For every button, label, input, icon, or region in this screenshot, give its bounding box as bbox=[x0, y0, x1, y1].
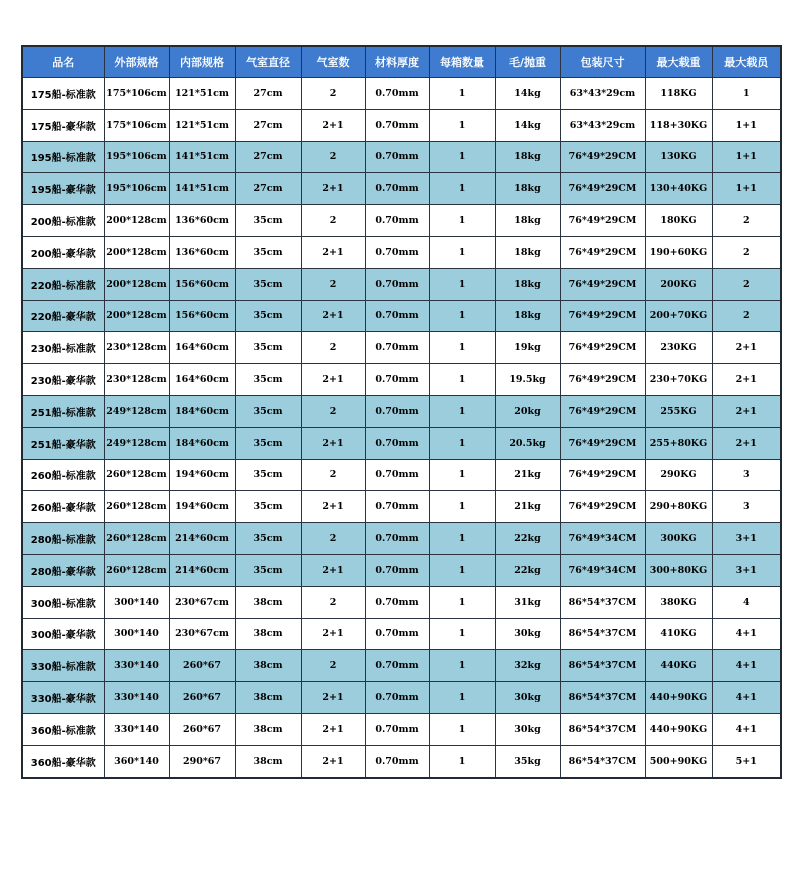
col-material-thickness-cell: 0.70mm bbox=[365, 395, 429, 427]
table-row bbox=[22, 173, 781, 205]
col-package-size-cell: 76*49*29CM bbox=[560, 332, 645, 364]
col-chamber-diameter-cell: 35cm bbox=[235, 332, 301, 364]
col-chamber-count-cell: 2+1 bbox=[301, 554, 365, 586]
col-gross-weight-cell: 20.5kg bbox=[495, 427, 560, 459]
col-max-load-cell: 300KG bbox=[645, 523, 712, 555]
col-max-load-cell: 440+90KG bbox=[645, 713, 712, 745]
col-package-size-cell: 76*49*29CM bbox=[560, 459, 645, 491]
col-gross-weight-cell: 30kg bbox=[495, 682, 560, 714]
col-qty-per-box-cell: 1 bbox=[429, 236, 495, 268]
col-material-thickness-cell: 0.70mm bbox=[365, 650, 429, 682]
col-outer-size-cell: 260*128cm bbox=[104, 523, 169, 555]
col-chamber-count-cell: 2+1 bbox=[301, 109, 365, 141]
col-product-name-cell: 280船-标准款 bbox=[22, 523, 104, 555]
col-inner-size-cell: 214*60cm bbox=[169, 523, 235, 555]
col-inner-size-cell: 214*60cm bbox=[169, 554, 235, 586]
col-chamber-diameter-cell: 38cm bbox=[235, 745, 301, 777]
col-outer-size-cell: 249*128cm bbox=[104, 427, 169, 459]
col-chamber-diameter-cell: 38cm bbox=[235, 713, 301, 745]
col-chamber-diameter-cell: 27cm bbox=[235, 141, 301, 173]
header-col-chamber-diameter: 气室直径 bbox=[235, 46, 301, 78]
col-package-size-cell: 76*49*29CM bbox=[560, 268, 645, 300]
col-gross-weight-cell: 18kg bbox=[495, 236, 560, 268]
col-inner-size-cell: 194*60cm bbox=[169, 459, 235, 491]
boat-spec-table bbox=[21, 45, 782, 779]
col-chamber-count-cell: 2 bbox=[301, 523, 365, 555]
col-product-name-cell: 260船-标准款 bbox=[22, 459, 104, 491]
col-max-load-cell: 230+70KG bbox=[645, 364, 712, 396]
col-chamber-count-cell: 2+1 bbox=[301, 745, 365, 777]
col-material-thickness-cell: 0.70mm bbox=[365, 173, 429, 205]
col-max-load-cell: 380KG bbox=[645, 586, 712, 618]
col-chamber-diameter-cell: 38cm bbox=[235, 682, 301, 714]
col-max-persons-cell: 4+1 bbox=[712, 618, 781, 650]
col-qty-per-box-cell: 1 bbox=[429, 427, 495, 459]
col-gross-weight-cell: 22kg bbox=[495, 523, 560, 555]
col-qty-per-box-cell: 1 bbox=[429, 618, 495, 650]
col-chamber-count-cell: 2 bbox=[301, 205, 365, 237]
col-material-thickness-cell: 0.70mm bbox=[365, 713, 429, 745]
col-chamber-count-cell: 2+1 bbox=[301, 300, 365, 332]
table-row bbox=[22, 459, 781, 491]
col-max-load-cell: 200+70KG bbox=[645, 300, 712, 332]
col-product-name-cell: 330船-标准款 bbox=[22, 650, 104, 682]
col-product-name-cell: 195船-豪华款 bbox=[22, 173, 104, 205]
table-row bbox=[22, 554, 781, 586]
table-row bbox=[22, 78, 781, 110]
header-col-chamber-count: 气室数 bbox=[301, 46, 365, 78]
col-chamber-count-cell: 2+1 bbox=[301, 364, 365, 396]
col-outer-size-cell: 330*140 bbox=[104, 650, 169, 682]
col-inner-size-cell: 260*67 bbox=[169, 713, 235, 745]
col-chamber-count-cell: 2 bbox=[301, 141, 365, 173]
col-package-size-cell: 76*49*29CM bbox=[560, 427, 645, 459]
table-header bbox=[22, 46, 781, 78]
table-row bbox=[22, 745, 781, 777]
col-chamber-diameter-cell: 35cm bbox=[235, 395, 301, 427]
col-product-name-cell: 300船-豪华款 bbox=[22, 618, 104, 650]
col-package-size-cell: 86*54*37CM bbox=[560, 650, 645, 682]
col-package-size-cell: 63*43*29cm bbox=[560, 109, 645, 141]
col-max-persons-cell: 2 bbox=[712, 300, 781, 332]
col-product-name-cell: 200船-标准款 bbox=[22, 205, 104, 237]
col-inner-size-cell: 260*67 bbox=[169, 682, 235, 714]
col-material-thickness-cell: 0.70mm bbox=[365, 586, 429, 618]
col-product-name-cell: 200船-豪华款 bbox=[22, 236, 104, 268]
header-row bbox=[22, 46, 781, 78]
col-chamber-diameter-cell: 35cm bbox=[235, 554, 301, 586]
col-inner-size-cell: 156*60cm bbox=[169, 300, 235, 332]
col-chamber-count-cell: 2+1 bbox=[301, 713, 365, 745]
col-outer-size-cell: 360*140 bbox=[104, 745, 169, 777]
col-max-load-cell: 255KG bbox=[645, 395, 712, 427]
col-chamber-count-cell: 2 bbox=[301, 395, 365, 427]
col-max-load-cell: 410KG bbox=[645, 618, 712, 650]
col-outer-size-cell: 260*128cm bbox=[104, 554, 169, 586]
col-product-name-cell: 220船-豪华款 bbox=[22, 300, 104, 332]
header-col-qty-per-box: 每箱数量 bbox=[429, 46, 495, 78]
col-product-name-cell: 175船-标准款 bbox=[22, 78, 104, 110]
col-chamber-diameter-cell: 38cm bbox=[235, 650, 301, 682]
col-max-load-cell: 300+80KG bbox=[645, 554, 712, 586]
col-material-thickness-cell: 0.70mm bbox=[365, 268, 429, 300]
col-package-size-cell: 76*49*34CM bbox=[560, 554, 645, 586]
table-row bbox=[22, 491, 781, 523]
col-outer-size-cell: 230*128cm bbox=[104, 364, 169, 396]
col-inner-size-cell: 230*67cm bbox=[169, 618, 235, 650]
col-gross-weight-cell: 14kg bbox=[495, 109, 560, 141]
col-max-load-cell: 440+90KG bbox=[645, 682, 712, 714]
col-max-persons-cell: 5+1 bbox=[712, 745, 781, 777]
header-col-material-thickness: 材料厚度 bbox=[365, 46, 429, 78]
col-product-name-cell: 360船-标准款 bbox=[22, 713, 104, 745]
table-row bbox=[22, 141, 781, 173]
col-chamber-count-cell: 2 bbox=[301, 459, 365, 491]
table-row bbox=[22, 300, 781, 332]
col-package-size-cell: 76*49*29CM bbox=[560, 300, 645, 332]
col-gross-weight-cell: 19kg bbox=[495, 332, 560, 364]
col-outer-size-cell: 330*140 bbox=[104, 682, 169, 714]
col-package-size-cell: 63*43*29cm bbox=[560, 78, 645, 110]
header-col-max-persons: 最大载员 bbox=[712, 46, 781, 78]
col-max-persons-cell: 1+1 bbox=[712, 141, 781, 173]
col-inner-size-cell: 260*67 bbox=[169, 650, 235, 682]
header-col-product-name: 品名 bbox=[22, 46, 104, 78]
col-max-persons-cell: 4+1 bbox=[712, 713, 781, 745]
col-gross-weight-cell: 14kg bbox=[495, 78, 560, 110]
col-product-name-cell: 260船-豪华款 bbox=[22, 491, 104, 523]
col-inner-size-cell: 164*60cm bbox=[169, 332, 235, 364]
col-material-thickness-cell: 0.70mm bbox=[365, 300, 429, 332]
table-row bbox=[22, 268, 781, 300]
col-material-thickness-cell: 0.70mm bbox=[365, 141, 429, 173]
col-gross-weight-cell: 18kg bbox=[495, 205, 560, 237]
col-material-thickness-cell: 0.70mm bbox=[365, 364, 429, 396]
col-outer-size-cell: 300*140 bbox=[104, 618, 169, 650]
col-chamber-count-cell: 2+1 bbox=[301, 236, 365, 268]
col-outer-size-cell: 200*128cm bbox=[104, 205, 169, 237]
col-outer-size-cell: 200*128cm bbox=[104, 300, 169, 332]
col-material-thickness-cell: 0.70mm bbox=[365, 332, 429, 364]
col-gross-weight-cell: 20kg bbox=[495, 395, 560, 427]
col-gross-weight-cell: 30kg bbox=[495, 713, 560, 745]
col-product-name-cell: 300船-标准款 bbox=[22, 586, 104, 618]
col-max-load-cell: 230KG bbox=[645, 332, 712, 364]
col-qty-per-box-cell: 1 bbox=[429, 364, 495, 396]
col-outer-size-cell: 260*128cm bbox=[104, 459, 169, 491]
col-gross-weight-cell: 32kg bbox=[495, 650, 560, 682]
col-max-persons-cell: 1 bbox=[712, 78, 781, 110]
col-chamber-diameter-cell: 35cm bbox=[235, 491, 301, 523]
col-inner-size-cell: 141*51cm bbox=[169, 173, 235, 205]
col-package-size-cell: 76*49*29CM bbox=[560, 173, 645, 205]
table-row bbox=[22, 682, 781, 714]
col-material-thickness-cell: 0.70mm bbox=[365, 236, 429, 268]
col-chamber-diameter-cell: 35cm bbox=[235, 459, 301, 491]
col-inner-size-cell: 164*60cm bbox=[169, 364, 235, 396]
col-material-thickness-cell: 0.70mm bbox=[365, 523, 429, 555]
col-package-size-cell: 76*49*29CM bbox=[560, 141, 645, 173]
col-inner-size-cell: 136*60cm bbox=[169, 205, 235, 237]
col-product-name-cell: 230船-豪华款 bbox=[22, 364, 104, 396]
col-chamber-diameter-cell: 35cm bbox=[235, 268, 301, 300]
col-max-load-cell: 118+30KG bbox=[645, 109, 712, 141]
col-qty-per-box-cell: 1 bbox=[429, 554, 495, 586]
col-max-persons-cell: 1+1 bbox=[712, 109, 781, 141]
col-inner-size-cell: 194*60cm bbox=[169, 491, 235, 523]
col-max-persons-cell: 3+1 bbox=[712, 554, 781, 586]
col-product-name-cell: 195船-标准款 bbox=[22, 141, 104, 173]
col-outer-size-cell: 249*128cm bbox=[104, 395, 169, 427]
col-gross-weight-cell: 18kg bbox=[495, 300, 560, 332]
col-gross-weight-cell: 18kg bbox=[495, 268, 560, 300]
col-max-load-cell: 290+80KG bbox=[645, 491, 712, 523]
col-gross-weight-cell: 19.5kg bbox=[495, 364, 560, 396]
col-chamber-count-cell: 2+1 bbox=[301, 491, 365, 523]
col-chamber-count-cell: 2+1 bbox=[301, 173, 365, 205]
col-max-load-cell: 500+90KG bbox=[645, 745, 712, 777]
col-inner-size-cell: 121*51cm bbox=[169, 109, 235, 141]
table-row bbox=[22, 713, 781, 745]
col-max-load-cell: 190+60KG bbox=[645, 236, 712, 268]
col-chamber-diameter-cell: 35cm bbox=[235, 427, 301, 459]
col-qty-per-box-cell: 1 bbox=[429, 332, 495, 364]
col-gross-weight-cell: 22kg bbox=[495, 554, 560, 586]
col-product-name-cell: 220船-标准款 bbox=[22, 268, 104, 300]
col-material-thickness-cell: 0.70mm bbox=[365, 554, 429, 586]
col-material-thickness-cell: 0.70mm bbox=[365, 745, 429, 777]
header-col-max-load: 最大载重 bbox=[645, 46, 712, 78]
col-package-size-cell: 76*49*29CM bbox=[560, 364, 645, 396]
col-qty-per-box-cell: 1 bbox=[429, 78, 495, 110]
table-row bbox=[22, 109, 781, 141]
col-max-load-cell: 290KG bbox=[645, 459, 712, 491]
col-gross-weight-cell: 30kg bbox=[495, 618, 560, 650]
col-inner-size-cell: 141*51cm bbox=[169, 141, 235, 173]
header-col-package-size: 包装尺寸 bbox=[560, 46, 645, 78]
col-inner-size-cell: 121*51cm bbox=[169, 78, 235, 110]
col-package-size-cell: 86*54*37CM bbox=[560, 618, 645, 650]
col-outer-size-cell: 200*128cm bbox=[104, 268, 169, 300]
col-package-size-cell: 76*49*29CM bbox=[560, 236, 645, 268]
col-max-persons-cell: 4+1 bbox=[712, 650, 781, 682]
col-package-size-cell: 76*49*29CM bbox=[560, 491, 645, 523]
col-chamber-count-cell: 2+1 bbox=[301, 427, 365, 459]
col-product-name-cell: 230船-标准款 bbox=[22, 332, 104, 364]
col-chamber-diameter-cell: 35cm bbox=[235, 236, 301, 268]
col-max-persons-cell: 2+1 bbox=[712, 332, 781, 364]
col-chamber-count-cell: 2+1 bbox=[301, 618, 365, 650]
table-row bbox=[22, 364, 781, 396]
col-product-name-cell: 175船-豪华款 bbox=[22, 109, 104, 141]
col-max-persons-cell: 2+1 bbox=[712, 395, 781, 427]
table-row bbox=[22, 236, 781, 268]
table-row bbox=[22, 523, 781, 555]
col-gross-weight-cell: 18kg bbox=[495, 173, 560, 205]
col-material-thickness-cell: 0.70mm bbox=[365, 491, 429, 523]
col-qty-per-box-cell: 1 bbox=[429, 459, 495, 491]
col-material-thickness-cell: 0.70mm bbox=[365, 459, 429, 491]
col-outer-size-cell: 175*106cm bbox=[104, 78, 169, 110]
table-row bbox=[22, 427, 781, 459]
col-product-name-cell: 280船-豪华款 bbox=[22, 554, 104, 586]
col-qty-per-box-cell: 1 bbox=[429, 300, 495, 332]
col-package-size-cell: 86*54*37CM bbox=[560, 682, 645, 714]
col-max-persons-cell: 3 bbox=[712, 491, 781, 523]
col-max-load-cell: 130+40KG bbox=[645, 173, 712, 205]
table-row bbox=[22, 332, 781, 364]
col-inner-size-cell: 136*60cm bbox=[169, 236, 235, 268]
col-inner-size-cell: 184*60cm bbox=[169, 427, 235, 459]
col-qty-per-box-cell: 1 bbox=[429, 395, 495, 427]
table-body bbox=[22, 78, 781, 778]
col-max-load-cell: 200KG bbox=[645, 268, 712, 300]
col-qty-per-box-cell: 1 bbox=[429, 141, 495, 173]
col-product-name-cell: 330船-豪华款 bbox=[22, 682, 104, 714]
col-max-persons-cell: 2+1 bbox=[712, 427, 781, 459]
table-row bbox=[22, 586, 781, 618]
col-max-persons-cell: 3+1 bbox=[712, 523, 781, 555]
col-max-persons-cell: 2+1 bbox=[712, 364, 781, 396]
col-max-persons-cell: 1+1 bbox=[712, 173, 781, 205]
table-row bbox=[22, 650, 781, 682]
col-qty-per-box-cell: 1 bbox=[429, 205, 495, 237]
col-package-size-cell: 76*49*29CM bbox=[560, 395, 645, 427]
col-qty-per-box-cell: 1 bbox=[429, 523, 495, 555]
col-outer-size-cell: 300*140 bbox=[104, 586, 169, 618]
col-qty-per-box-cell: 1 bbox=[429, 491, 495, 523]
col-outer-size-cell: 260*128cm bbox=[104, 491, 169, 523]
table-row bbox=[22, 618, 781, 650]
col-chamber-diameter-cell: 38cm bbox=[235, 586, 301, 618]
col-package-size-cell: 76*49*34CM bbox=[560, 523, 645, 555]
col-package-size-cell: 86*54*37CM bbox=[560, 745, 645, 777]
col-qty-per-box-cell: 1 bbox=[429, 173, 495, 205]
col-max-load-cell: 180KG bbox=[645, 205, 712, 237]
col-max-load-cell: 130KG bbox=[645, 141, 712, 173]
col-chamber-count-cell: 2 bbox=[301, 268, 365, 300]
col-chamber-diameter-cell: 27cm bbox=[235, 173, 301, 205]
header-col-inner-size: 内部规格 bbox=[169, 46, 235, 78]
col-outer-size-cell: 330*140 bbox=[104, 713, 169, 745]
col-gross-weight-cell: 31kg bbox=[495, 586, 560, 618]
col-inner-size-cell: 156*60cm bbox=[169, 268, 235, 300]
col-chamber-count-cell: 2+1 bbox=[301, 682, 365, 714]
col-max-load-cell: 440KG bbox=[645, 650, 712, 682]
col-max-persons-cell: 2 bbox=[712, 268, 781, 300]
col-package-size-cell: 76*49*29CM bbox=[560, 205, 645, 237]
col-max-persons-cell: 4+1 bbox=[712, 682, 781, 714]
col-chamber-diameter-cell: 27cm bbox=[235, 109, 301, 141]
col-chamber-count-cell: 2 bbox=[301, 650, 365, 682]
col-qty-per-box-cell: 1 bbox=[429, 682, 495, 714]
table-row bbox=[22, 395, 781, 427]
col-max-persons-cell: 2 bbox=[712, 236, 781, 268]
col-qty-per-box-cell: 1 bbox=[429, 109, 495, 141]
col-max-load-cell: 255+80KG bbox=[645, 427, 712, 459]
col-material-thickness-cell: 0.70mm bbox=[365, 109, 429, 141]
col-outer-size-cell: 195*106cm bbox=[104, 173, 169, 205]
col-product-name-cell: 360船-豪华款 bbox=[22, 745, 104, 777]
col-qty-per-box-cell: 1 bbox=[429, 586, 495, 618]
col-qty-per-box-cell: 1 bbox=[429, 268, 495, 300]
col-max-load-cell: 118KG bbox=[645, 78, 712, 110]
col-package-size-cell: 86*54*37CM bbox=[560, 713, 645, 745]
col-material-thickness-cell: 0.70mm bbox=[365, 427, 429, 459]
col-chamber-count-cell: 2 bbox=[301, 586, 365, 618]
col-qty-per-box-cell: 1 bbox=[429, 713, 495, 745]
col-gross-weight-cell: 21kg bbox=[495, 459, 560, 491]
col-material-thickness-cell: 0.70mm bbox=[365, 682, 429, 714]
header-col-outer-size: 外部规格 bbox=[104, 46, 169, 78]
col-chamber-count-cell: 2 bbox=[301, 332, 365, 364]
col-chamber-diameter-cell: 38cm bbox=[235, 618, 301, 650]
col-outer-size-cell: 200*128cm bbox=[104, 236, 169, 268]
col-qty-per-box-cell: 1 bbox=[429, 650, 495, 682]
col-package-size-cell: 86*54*37CM bbox=[560, 586, 645, 618]
col-chamber-diameter-cell: 35cm bbox=[235, 523, 301, 555]
col-chamber-diameter-cell: 27cm bbox=[235, 78, 301, 110]
col-gross-weight-cell: 21kg bbox=[495, 491, 560, 523]
col-qty-per-box-cell: 1 bbox=[429, 745, 495, 777]
col-max-persons-cell: 4 bbox=[712, 586, 781, 618]
col-outer-size-cell: 195*106cm bbox=[104, 141, 169, 173]
col-product-name-cell: 251船-豪华款 bbox=[22, 427, 104, 459]
table-row bbox=[22, 205, 781, 237]
col-material-thickness-cell: 0.70mm bbox=[365, 618, 429, 650]
col-outer-size-cell: 230*128cm bbox=[104, 332, 169, 364]
col-max-persons-cell: 3 bbox=[712, 459, 781, 491]
col-inner-size-cell: 290*67 bbox=[169, 745, 235, 777]
col-inner-size-cell: 184*60cm bbox=[169, 395, 235, 427]
col-chamber-count-cell: 2 bbox=[301, 78, 365, 110]
col-chamber-diameter-cell: 35cm bbox=[235, 300, 301, 332]
col-outer-size-cell: 175*106cm bbox=[104, 109, 169, 141]
col-material-thickness-cell: 0.70mm bbox=[365, 78, 429, 110]
col-max-persons-cell: 2 bbox=[712, 205, 781, 237]
col-material-thickness-cell: 0.70mm bbox=[365, 205, 429, 237]
col-inner-size-cell: 230*67cm bbox=[169, 586, 235, 618]
col-gross-weight-cell: 18kg bbox=[495, 141, 560, 173]
col-product-name-cell: 251船-标准款 bbox=[22, 395, 104, 427]
col-gross-weight-cell: 35kg bbox=[495, 745, 560, 777]
header-col-gross-weight: 毛/抛重 bbox=[495, 46, 560, 78]
col-chamber-diameter-cell: 35cm bbox=[235, 364, 301, 396]
col-chamber-diameter-cell: 35cm bbox=[235, 205, 301, 237]
